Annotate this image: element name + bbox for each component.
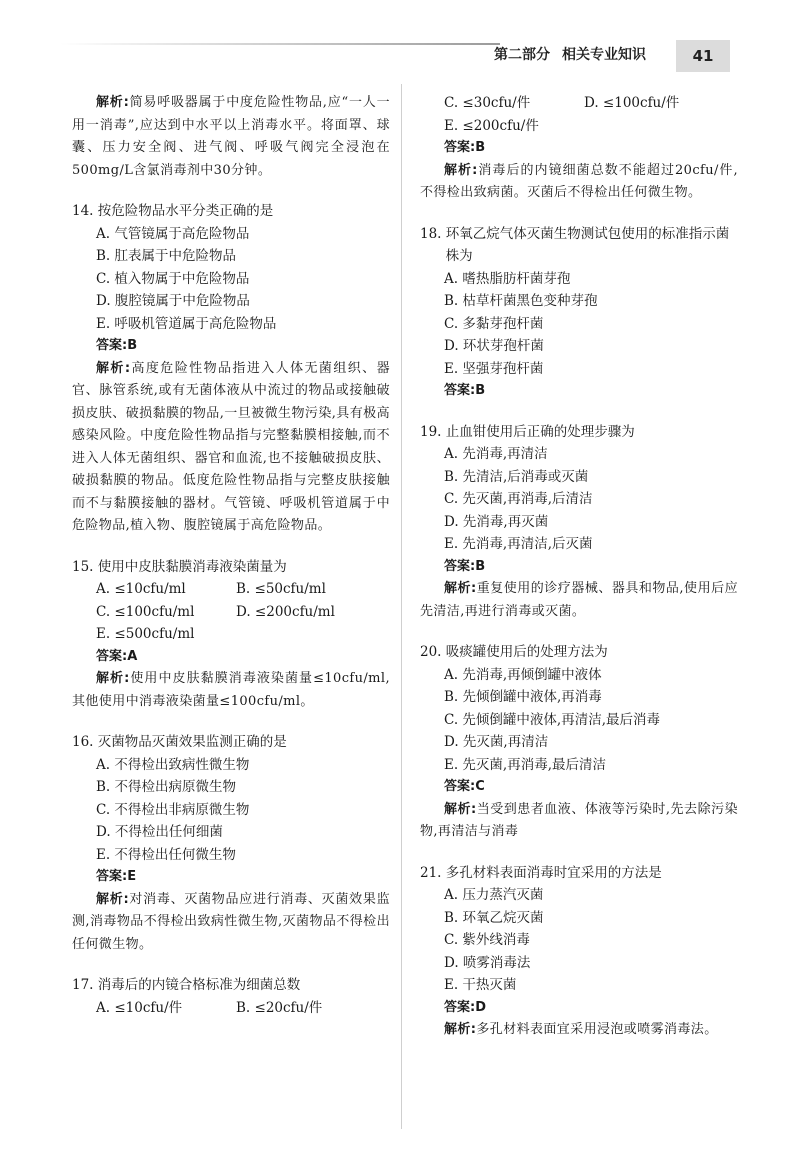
options <box>72 997 390 1020</box>
question-stem: 15. 使用中皮肤黏膜消毒液染菌量为 <box>72 558 287 575</box>
option-c: C. ≤30cfu/件 <box>444 95 531 111</box>
question-14 <box>72 200 390 538</box>
options <box>420 884 738 997</box>
option-c: C. 多黏芽孢杆菌 <box>444 315 544 332</box>
answer: 答案:B <box>444 383 486 398</box>
question-17 <box>72 974 390 1019</box>
option-b: B. ≤50cfu/ml <box>236 581 326 597</box>
analysis: 解析:多孔材料表面宜采用浸泡或喷雾消毒法。 <box>444 1022 718 1037</box>
question-15 <box>72 556 390 714</box>
question-stem: 19. 止血钳使用后正确的处理步骤为 <box>420 423 635 440</box>
option-d: D. 环状芽孢杆菌 <box>444 338 544 354</box>
answer: 答案:B <box>444 140 486 155</box>
option-e: E. 坚强芽孢杆菌 <box>444 360 544 377</box>
analysis: 解析:简易呼吸器属于中度危险性物品,应“一人一用一消毒”,应达到中水平以上消毒水平。将面罩、球囊、压力安全阀、进气阀、呼吸气阀完全浸泡在500mg/L含氯消毒剂中30分钟。 <box>72 95 390 178</box>
analysis: 解析:使用中皮肤黏膜消毒液染菌量≤10cfu/ml,其他使用中消毒液染菌量≤100cfu/ml。 <box>72 671 390 709</box>
options <box>420 268 738 381</box>
option-a: A. 压力蒸汽灭菌 <box>444 887 544 903</box>
options <box>72 223 390 336</box>
option-b: B. 肛表属于中危险物品 <box>96 248 237 264</box>
analysis: 解析:当受到患者血液、体液等污染时,先去除污染物,再清洁与消毒 <box>420 801 738 839</box>
answer: 答案:E <box>96 869 137 884</box>
question-16 <box>72 731 390 956</box>
option-c: C. ≤100cfu/ml <box>96 603 195 620</box>
option-b: B. 先倾倒罐中液体,再消毒 <box>444 689 602 705</box>
option-e: E. 先灭菌,再消毒,最后清洁 <box>444 756 607 773</box>
running-head <box>494 40 646 70</box>
option-a: A. 气管镜属于高危险物品 <box>96 225 250 242</box>
option-b: B. 先清洁,后消毒或灭菌 <box>444 468 589 485</box>
option-a: A. ≤10cfu/ml <box>96 581 186 597</box>
option-a: A. ≤10cfu/件 <box>96 999 183 1016</box>
option-a: A. 先消毒,再倾倒罐中液体 <box>444 666 602 683</box>
option-c: C. 先倾倒罐中液体,再清洁,最后消毒 <box>444 711 661 728</box>
left-column <box>72 92 390 1019</box>
option-a: A. 不得检出致病性微生物 <box>96 756 250 773</box>
option-e: E. ≤500cfu/ml <box>96 626 195 642</box>
option-d: D. 先灭菌,再清洁 <box>444 734 549 750</box>
subject-label: 相关专业知识 <box>562 47 646 63</box>
option-c: C. 不得检出非病原微生物 <box>96 801 250 818</box>
question-stem: 16. 灭菌物品灭菌效果监测正确的是 <box>72 734 287 750</box>
right-column <box>420 92 738 1042</box>
question-stem: 20. 吸痰罐使用后的处理方法为 <box>420 644 608 660</box>
option-e: E. 呼吸机管道属于高危险物品 <box>96 315 277 332</box>
option-e: E. 干热灭菌 <box>444 977 517 993</box>
answer: 答案:A <box>96 648 138 664</box>
question-20 <box>420 641 738 844</box>
option-d: D. 先消毒,再灭菌 <box>444 513 549 530</box>
option-c: C. 先灭菌,再消毒,后清洁 <box>444 491 593 507</box>
option-d: D. 不得检出任何细菌 <box>96 824 223 840</box>
options <box>72 578 390 646</box>
options <box>420 664 738 777</box>
question-stem: 21. 多孔材料表面消毒时宜采用的方法是 <box>420 864 662 881</box>
question-stem: 14. 按危险物品水平分类正确的是 <box>72 203 274 219</box>
question-stem: 18. 环氧乙烷气体灭菌生物测试包使用的标准指示菌株为 <box>420 225 730 264</box>
option-d: D. ≤200cfu/ml <box>236 603 335 620</box>
answer: 答案:D <box>444 999 486 1015</box>
options <box>72 754 390 867</box>
option-a: A. 先消毒,再清洁 <box>444 446 548 462</box>
question-stem: 17. 消毒后的内镜合格标准为细菌总数 <box>72 977 301 993</box>
option-b: B. 环氧乙烷灭菌 <box>444 909 544 926</box>
option-a: A. 嗜热脂肪杆菌芽孢 <box>444 270 571 287</box>
option-b: B. ≤20cfu/件 <box>236 999 323 1016</box>
analysis: 解析:对消毒、灭菌物品应进行消毒、灭菌效果监测,消毒物品不得检出致病性微生物,灭菌物品不得检出任何微生物。 <box>72 891 390 952</box>
options <box>420 443 738 556</box>
option-d: D. ≤100cfu/件 <box>584 95 680 111</box>
header-rule <box>60 43 500 45</box>
options <box>420 92 738 137</box>
option-e: E. 不得检出任何微生物 <box>96 846 236 863</box>
prev-question-tail <box>72 92 390 182</box>
option-e: E. ≤200cfu/件 <box>444 117 539 134</box>
option-d: D. 腹腔镜属于中危险物品 <box>96 293 250 309</box>
question-21 <box>420 862 738 1042</box>
question-18 <box>420 223 738 403</box>
analysis: 解析:高度危险性物品指进入人体无菌组织、器官、脉管系统,或有无菌体液从中流过的物品或接触破损皮肤、破损黏膜的物品,一旦被微生物污染,具有极高感染风险。中度危险性物品指与完整黏膜相接触,而不进入人体无菌组织、器官和血流,也不接触破损皮肤、破损黏膜的物品。低度危险性物品指与完整皮肤接触而不与黏膜接触的器材。气管镜、呼吸机管道属于中危险物品,植入物、腹腔镜属于高危险物品。 <box>72 360 391 533</box>
question-17-continued <box>420 92 738 205</box>
answer: 答案:C <box>444 779 485 794</box>
column-divider <box>401 84 402 1129</box>
page-number: 41 <box>676 40 730 72</box>
option-c: C. 植入物属于中危险物品 <box>96 270 250 287</box>
option-c: C. 紫外线消毒 <box>444 932 530 948</box>
analysis: 解析:重复使用的诊疗器械、器具和物品,使用后应先清洁,再进行消毒或灭菌。 <box>420 581 738 619</box>
option-d: D. 喷雾消毒法 <box>444 954 531 971</box>
option-b: B. 枯草杆菌黑色变种芽孢 <box>444 293 598 309</box>
question-19 <box>420 421 738 624</box>
option-e: E. 先消毒,再清洁,后灭菌 <box>444 536 593 552</box>
analysis: 解析:消毒后的内镜细菌总数不能超过20cfu/件,不得检出致病菌。灭菌后不得检出任何微生物。 <box>420 162 738 200</box>
section-label: 第二部分 <box>494 47 550 63</box>
answer: 答案:B <box>96 338 138 353</box>
option-b: B. 不得检出病原微生物 <box>96 779 237 795</box>
answer: 答案:B <box>444 558 486 574</box>
page-header <box>0 0 800 80</box>
